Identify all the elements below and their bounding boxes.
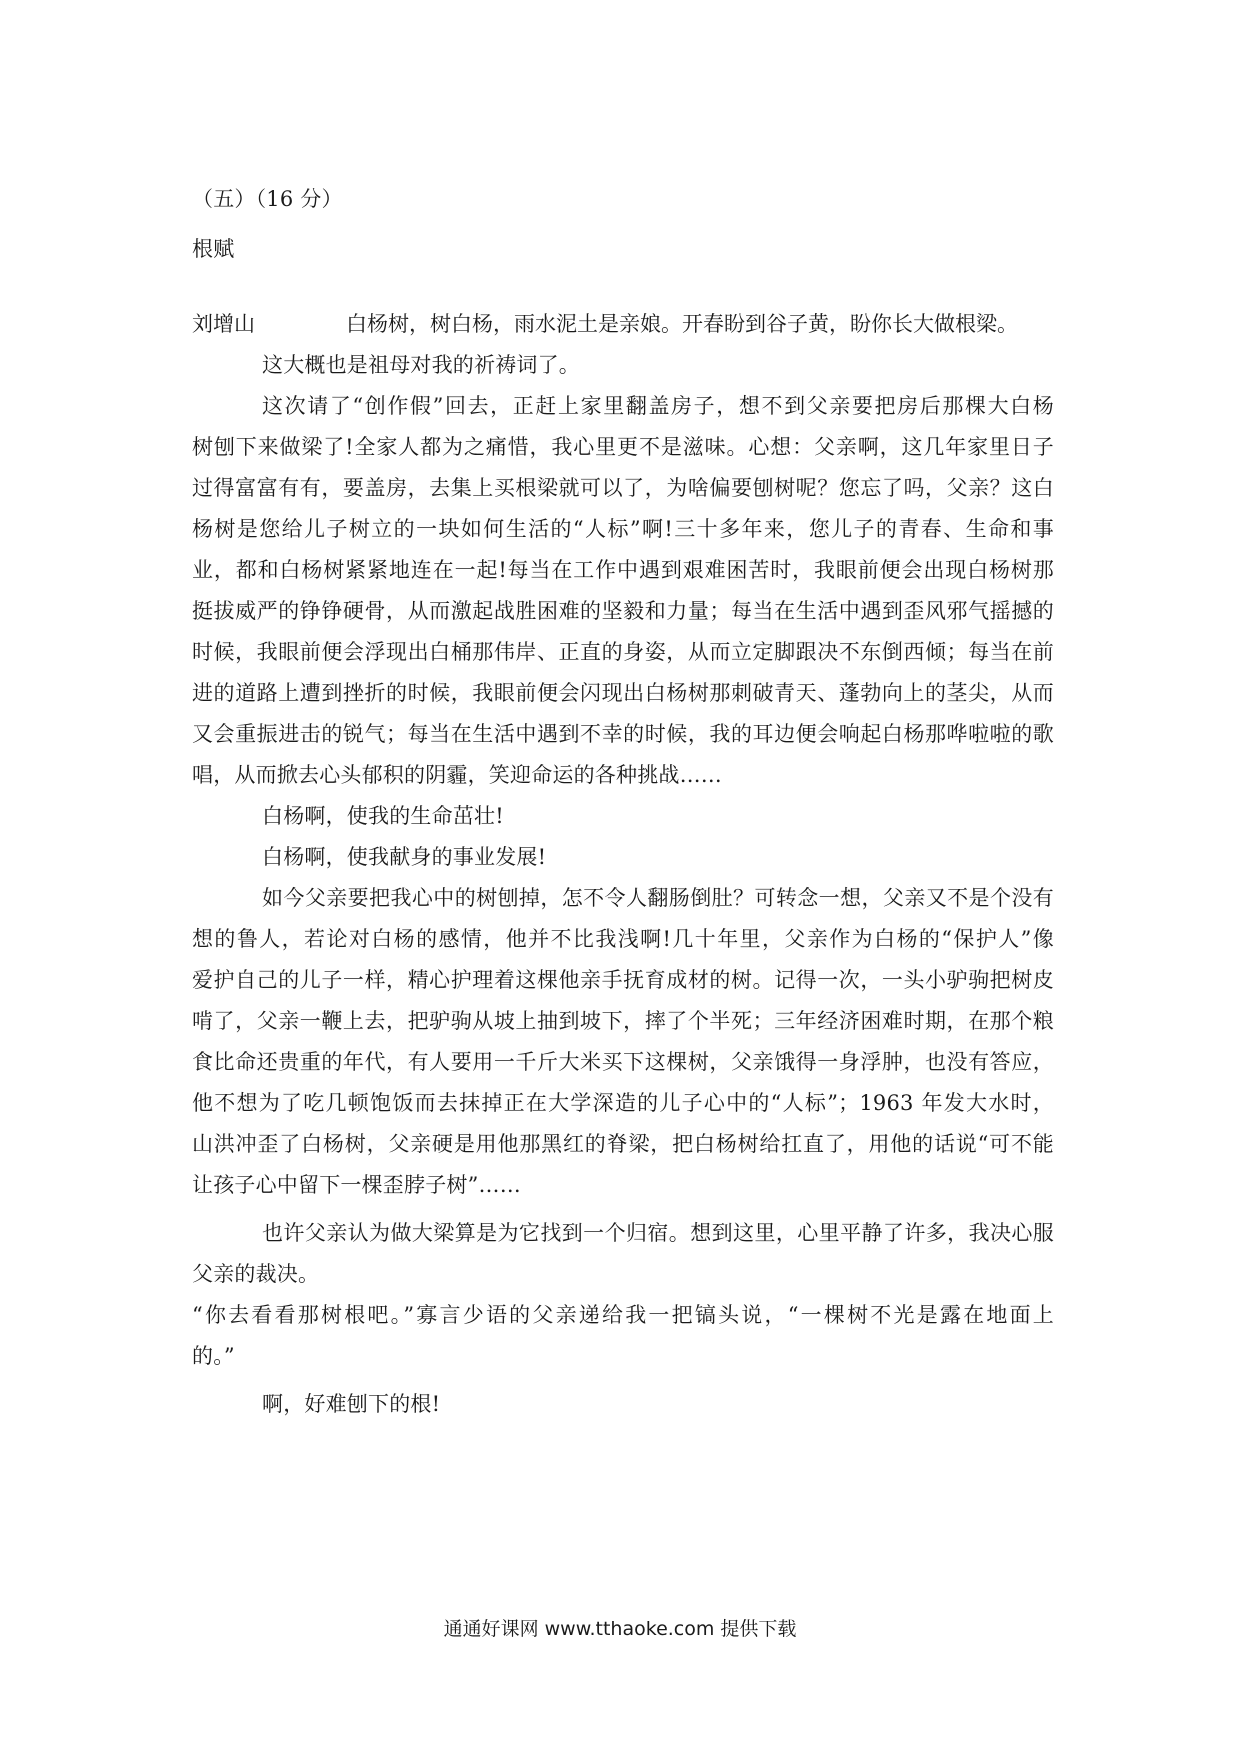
paragraph-line: 让孩子心中留下一棵歪脖子树”…… <box>192 1173 521 1197</box>
paragraph-line: 父亲的裁决。 <box>192 1262 320 1286</box>
paragraph-line: 树刨下来做梁了!全家人都为之痛惜，我心里更不是滋味。心想：父亲啊，这几年家里日子 <box>192 435 1054 459</box>
paragraph-line: 啊，好难刨下的根! <box>262 1392 441 1416</box>
paragraph-line: 过得富富有有，要盖房，去集上买根梁就可以了，为啥偏要刨树呢？您忘了吗，父亲？这白 <box>192 476 1054 500</box>
paragraph-line: 他不想为了吃几顿饱饭而去抹掉正在大学深造的儿子心中的“人标”；1963 年发大水时， <box>192 1091 1054 1115</box>
paragraph-line: 唱，从而掀去心头郁积的阴霾，笑迎命运的各种挑战…… <box>192 763 722 787</box>
paragraph-line: 爱护自己的儿子一样，精心护理着这棵他亲手抚育成材的树。记得一次，一头小驴驹把树皮 <box>192 968 1054 992</box>
paragraph-line: 食比命还贵重的年代，有人要用一千斤大米买下这棵树，父亲饿得一身浮肿，也没有答应， <box>192 1050 1054 1074</box>
paragraph-line: 啃了，父亲一鞭上去，把驴驹从坡上抽到坡下，摔了个半死；三年经济困难时期，在那个粮 <box>192 1009 1054 1033</box>
paragraph-line: 的。” <box>192 1344 235 1368</box>
author-name: 刘增山 <box>192 312 255 336</box>
page-footer: 通通好课网 www.tthaoke.com 提供下载 <box>443 1618 797 1640</box>
poem-line: 白杨树，树白杨，雨水泥土是亲娘。开春盼到谷子黄，盼你长大做根梁。 <box>346 312 1018 336</box>
paragraph-line: 想的鲁人，若论对白杨的感情，他并不比我浅啊!几十年里，父亲作为白杨的“保护人”像 <box>192 927 1054 951</box>
paragraph-line: 白杨啊，使我献身的事业发展! <box>262 845 547 869</box>
section-heading: （五）（16 分） <box>192 187 343 211</box>
paragraph-line: “你去看看那树根吧。”寡言少语的父亲递给我一把镐头说，“一棵树不光是露在地面上 <box>192 1303 1054 1327</box>
paragraph-line: 也许父亲认为做大梁算是为它找到一个归宿。想到这里，心里平静了许多，我决心服 <box>262 1221 1054 1245</box>
author-line <box>192 311 1062 337</box>
article-title: 根赋 <box>192 237 235 261</box>
paragraph-line: 又会重振进击的锐气；每当在生活中遇到不幸的时候，我的耳边便会响起白杨那哗啦啦的歌 <box>192 722 1054 746</box>
paragraph-line: 业，都和白杨树紧紧地连在一起!每当在工作中遇到艰难困苦时，我眼前便会出现白杨树那 <box>192 558 1054 582</box>
paragraph-line: 白杨啊，使我的生命茁壮! <box>262 804 504 828</box>
paragraph-line: 山洪冲歪了白杨树，父亲硬是用他那黑红的脊梁，把白杨树给扛直了，用他的话说“可不能 <box>192 1132 1054 1156</box>
paragraph-line: 进的道路上遭到挫折的时候，我眼前便会闪现出白杨树那刺破青天、蓬勃向上的茎尖，从而 <box>192 681 1054 705</box>
paragraph-line: 挺拔威严的铮铮硬骨，从而激起战胜困难的坚毅和力量；每当在生活中遇到歪风邪气摇撼的 <box>192 599 1054 623</box>
paragraph-line: 如今父亲要把我心中的树刨掉，怎不令人翻肠倒肚？可转念一想，父亲又不是个没有 <box>262 886 1054 910</box>
paragraph-line: 杨树是您给儿子树立的一块如何生活的“人标”啊!三十多年来，您儿子的青春、生命和事 <box>192 517 1054 541</box>
paragraph-line: 时候，我眼前便会浮现出白桶那伟岸、正直的身姿，从而立定脚跟决不东倒西倾；每当在前 <box>192 640 1054 664</box>
paragraph-line: 这大概也是祖母对我的祈祷词了。 <box>262 353 580 377</box>
paragraph-line: 这次请了“创作假”回去，正赶上家里翻盖房子，想不到父亲要把房后那棵大白杨 <box>262 394 1054 418</box>
